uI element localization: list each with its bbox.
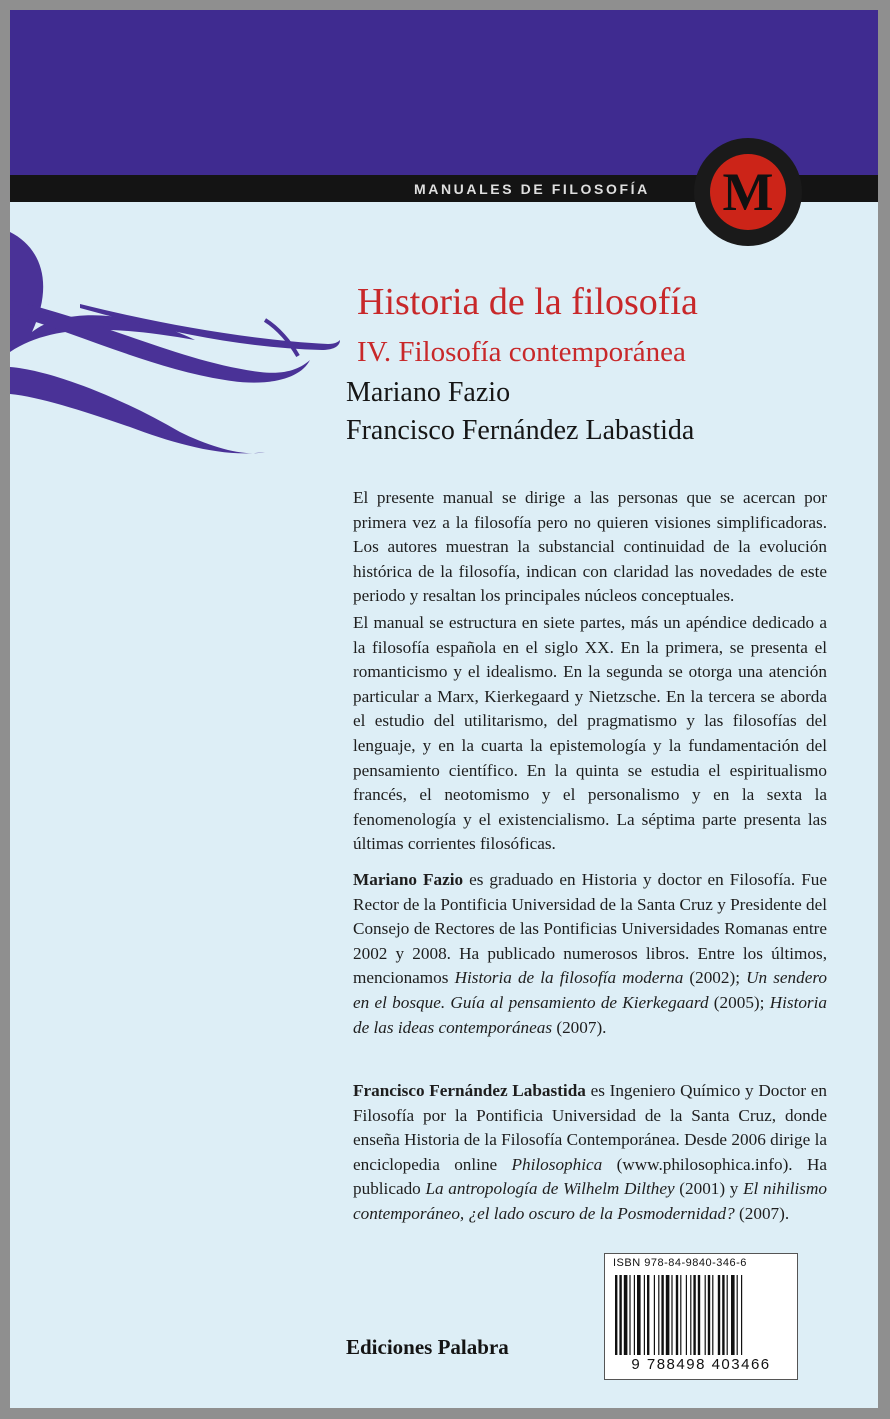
book-title: Historia de la filosofía: [357, 281, 698, 323]
bio-text: es graduado en Historia y doctor en Filosofía. Fue Rector de la Pontificia Universidad de la Santa Cruz y Presidente del Consejo de Rectores de las Pontificias Universidades Romanas entre 2002 y 2008. Ha publicado numerosos libros. Entre los últimos, mencionamos: [353, 870, 827, 988]
author-name: Francisco Fernández Labastida: [346, 415, 695, 446]
bio-work-title: La antropología de Wilhelm Dilthey: [425, 1179, 675, 1199]
description-paragraph: El presente manual se dirige a las personas que se acercan por primera vez a la filosofía pero no quieren visiones simplificadoras. Los autores muestran la substancial continuidad de la evolución histórica de la filosofía, indican con claridad las novedades de este periodo y resaltan los principales núcleos conceptuales.: [353, 488, 827, 606]
bio-text: es Ingeniero Químico y Doctor en Filosofía por la Pontificia Universidad de la Santa Cruz, donde enseña Historia de la Filosofía Contemporánea. Desde 2006 dirige la enciclopedia online: [353, 1081, 827, 1174]
author-name: Mariano Fazio: [346, 377, 511, 408]
bio-work-title: Historia de la filosofía moderna: [454, 968, 684, 988]
bio-work-title: Historia de las ideas contemporáneas: [353, 992, 827, 1037]
bio-work-title: Philosophica: [511, 1154, 603, 1174]
bio-text: (www.philosophica.info). Ha publicado: [353, 1154, 827, 1199]
bio-work-title: Un sendero en el bosque. Guía al pensamiento de Kierkegaard: [353, 968, 827, 1012]
bio-text: (2002);: [683, 968, 747, 988]
bio-text: (2001) y: [674, 1179, 744, 1199]
publisher-name: Ediciones Palabra: [346, 1335, 509, 1359]
series-label: MANUALES DE FILOSOFÍA: [414, 181, 650, 197]
bio-author-name: Mariano Fazio: [353, 870, 464, 889]
decorative-swoosh-icon: [10, 222, 340, 462]
bio-work-title: El nihilismo contemporáneo, ¿el lado oscuro de la Posmodernidad?: [353, 1179, 827, 1223]
book-subtitle: IV. Filosofía contemporánea: [357, 336, 686, 368]
isbn-label: ISBN 978-84-9840-346-6: [613, 1257, 747, 1269]
bio-text: (2007).: [734, 1203, 790, 1223]
book-back-cover: [10, 10, 878, 1408]
bio-text: (2005);: [708, 992, 770, 1012]
author-bio: [353, 868, 827, 1040]
isbn-barcode-box: [604, 1253, 798, 1380]
description-paragraph: El manual se estructura en siete partes, más un apéndice dedicado a la filosofía española en el siglo XX. En la primera, se presenta el romanticismo y el idealismo. En la segunda se otorga una atención particular a Marx, Kierkegaard y Nietzsche. En la tercera se aborda el estudio del utilitarismo, del pragmatismo y las filosofías del lenguaje, y en la cuarta la epistemología y la fundamentación del pensamiento científico. En la quinta se estudia el espiritualismo francés, el neotomismo y el personalismo y en la sexta la fenomenología y el existencialismo. La séptima parte presenta las últimas corrientes filosóficas.: [353, 613, 827, 854]
bio-text: (2007).: [552, 1017, 607, 1037]
barcode-digits: 9 788498 403466: [631, 1356, 771, 1373]
author-bio: [353, 1079, 827, 1227]
barcode-icon: [613, 1275, 789, 1355]
bio-author-name: Francisco Fernández Labastida: [353, 1081, 586, 1100]
series-badge-letter: M: [722, 162, 774, 222]
